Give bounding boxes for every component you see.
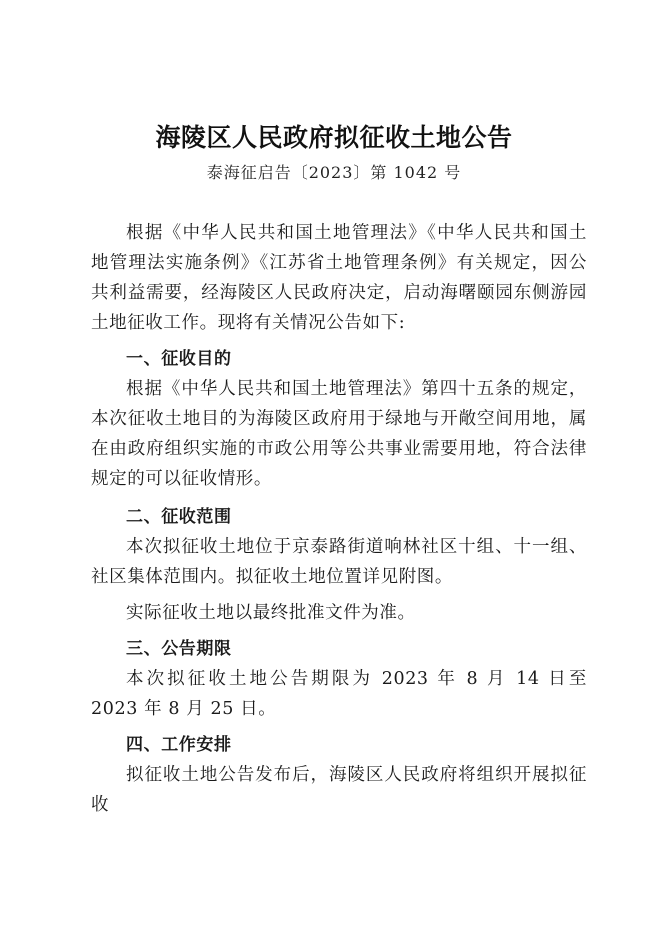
section-heading-arrangement: 四、工作安排 [126,735,232,755]
section-heading-period: 三、公告期限 [126,639,232,659]
section-scope-note: 实际征收土地以最终批准文件为准。 [126,603,416,623]
section-arrangement-paragraph: 拟征收土地公告发布后，海陵区人民政府将组织开展拟征收 [91,765,587,815]
section-scope-paragraph: 本次拟征收土地位于京泰路街道响林社区十组、十一组、社区集体范围内。拟征收土地位置详见附图。 [91,537,587,587]
section-heading-scope: 二、征收范围 [126,507,232,527]
intro-paragraph: 根据《中华人民共和国土地管理法》《中华人民共和国土地管理法实施条例》《江苏省土地管理条例》有关规定，因公共利益需要，经海陵区人民政府决定，启动海曙颐园东侧游园土地征收工作。现将有关情况公告如下: [91,223,587,333]
section-purpose-paragraph: 根据《中华人民共和国土地管理法》第四十五条的规定，本次征收土地目的为海陵区政府用于绿地与开敞空间用地，属在由政府组织实施的市政公用等公共事业需要用地，符合法律规定的可以征收情形。 [91,379,587,489]
section-heading-purpose: 一、征收目的 [126,349,232,369]
notice-title: 海陵区人民政府拟征收土地公告 [155,123,513,152]
notice-body [91,218,587,820]
document-number: 泰海征启告〔2023〕第 1042 号 [206,163,462,182]
section-period-paragraph: 本次拟征收土地公告期限为 2023 年 8 月 14 日至 2023 年 8 月 25 日。 [91,669,587,719]
